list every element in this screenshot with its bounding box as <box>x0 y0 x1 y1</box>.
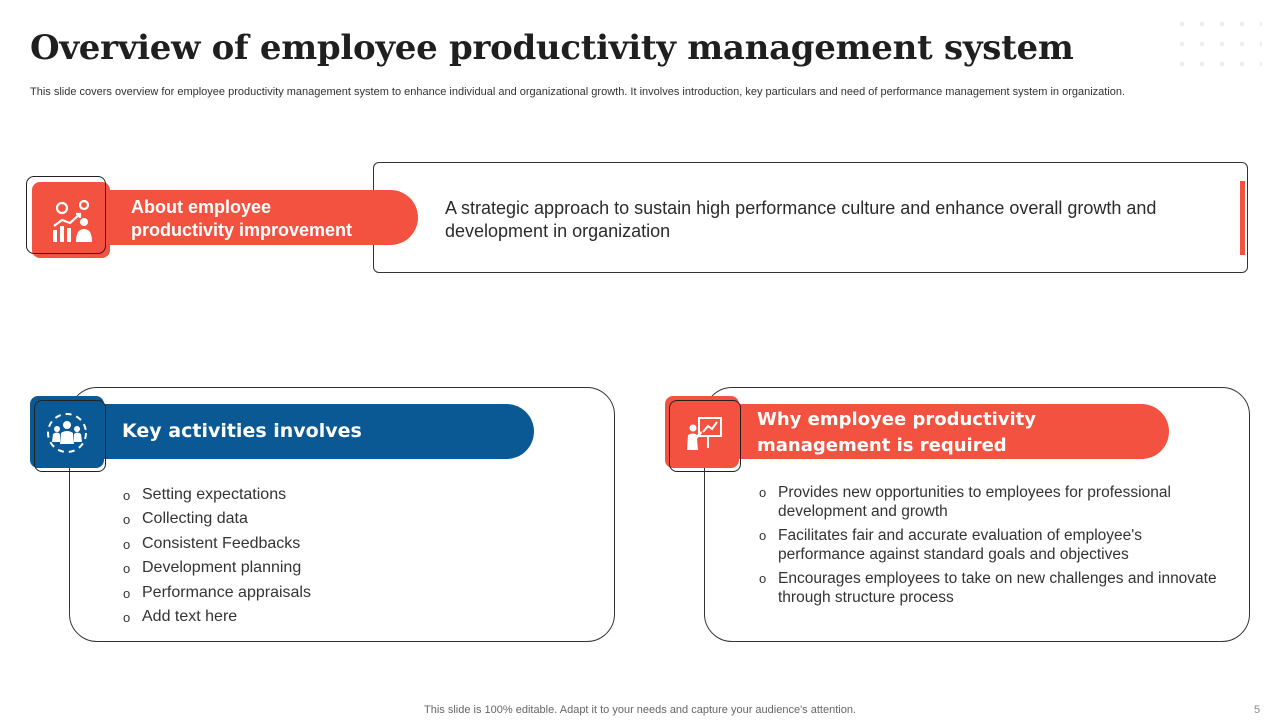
about-heading-banner <box>60 190 418 245</box>
about-heading-line2: productivity improvement <box>131 220 353 240</box>
why-required-banner <box>700 404 1169 459</box>
key-activities-heading: Key activities involves <box>122 420 362 442</box>
key-activities-icon-badge <box>30 396 108 472</box>
why-required-heading-line1: Why employee productivity <box>757 409 1036 430</box>
list-item: o Development planning <box>122 556 592 580</box>
key-activities-list <box>122 483 592 629</box>
slide-subtitle: This slide covers overview for employee productivity management system to enhance individual and organizational growth. It involves introduction, key particulars and need of performance management system in organization. <box>30 86 1126 98</box>
about-description-box <box>373 162 1248 273</box>
list-item: o Encourages employees to take on new challenges and innovate through structure process <box>758 569 1228 607</box>
about-heading <box>131 196 352 242</box>
growth-chart-team-icon <box>48 196 98 244</box>
presentation-board-icon <box>685 416 723 452</box>
why-required-heading <box>757 407 1036 459</box>
list-item: o Facilitates fair and accurate evaluation of employee's performance against standard goals and objectives <box>758 526 1228 564</box>
about-heading-line1: About employee <box>131 197 272 217</box>
why-required-heading-line2: management is required <box>757 435 1007 456</box>
decorative-dot-grid <box>1172 14 1262 74</box>
list-item: o Consistent Feedbacks <box>122 532 592 556</box>
description-accent-bar <box>1240 181 1245 255</box>
list-item: o Setting expectations <box>122 483 592 507</box>
list-item: o Collecting data <box>122 507 592 531</box>
list-item: o Provides new opportunities to employees for professional development and growth <box>758 483 1228 521</box>
list-item: o Performance appraisals <box>122 581 592 605</box>
about-icon-badge <box>26 176 112 260</box>
why-required-list <box>758 483 1228 612</box>
footer-note: This slide is 100% editable. Adapt it to your needs and capture your audience's attention. <box>424 704 856 716</box>
page-number: 5 <box>1254 704 1261 716</box>
key-activities-banner <box>62 404 534 459</box>
why-required-icon-badge <box>665 396 743 474</box>
team-cycle-icon <box>44 410 90 456</box>
about-description: A strategic approach to sustain high performance culture and enhance overall growth and development in organization <box>445 198 1157 241</box>
list-item: o Add text here <box>122 605 592 629</box>
slide-title: Overview of employee productivity management system <box>30 28 1074 68</box>
